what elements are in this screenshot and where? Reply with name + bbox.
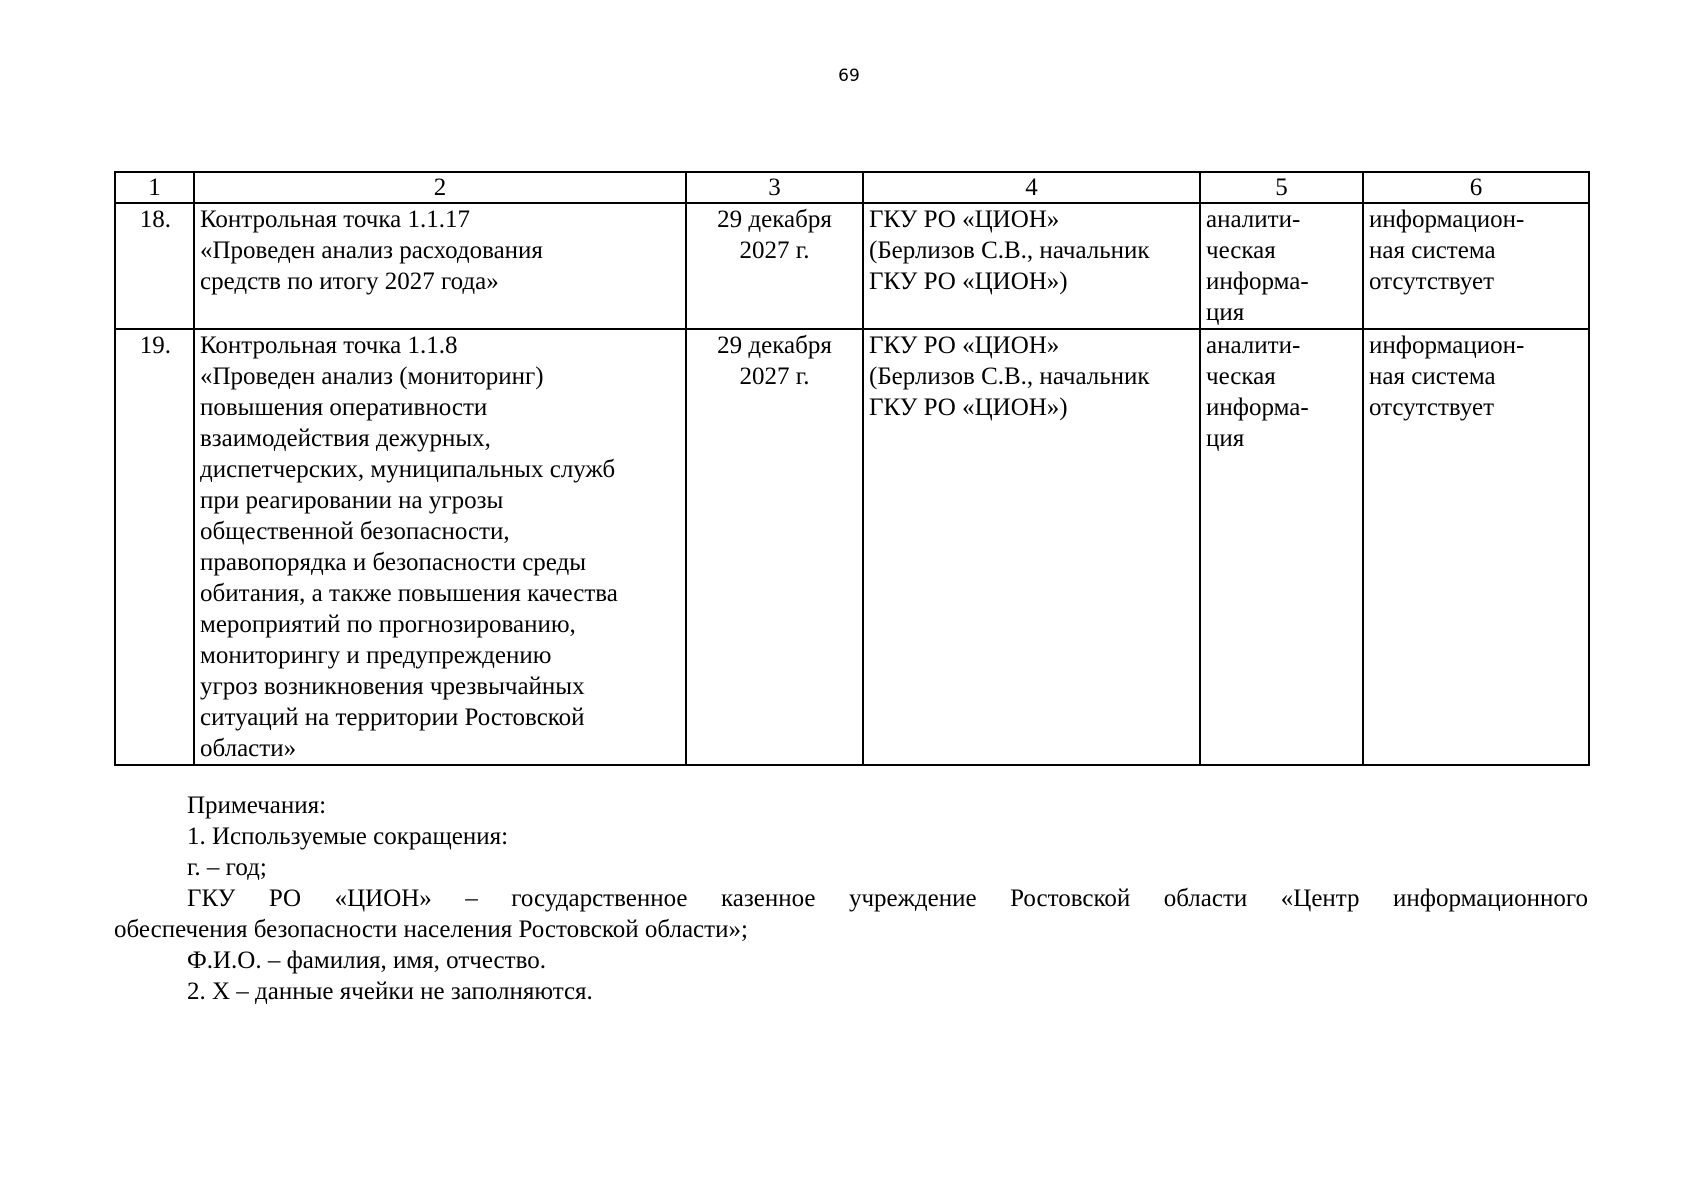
abbreviation-fio: Ф.И.О. – фамилия, имя, отчество. (187, 947, 546, 974)
responsible-line: ГКУ РО «ЦИОН» (869, 206, 1060, 233)
deadline-date (686, 329, 863, 765)
control-point-description (194, 203, 686, 329)
control-points-table (114, 171, 1590, 766)
date-line: 2027 г. (739, 363, 810, 390)
doc-type-line: информа- (1206, 268, 1309, 295)
document-type (1200, 203, 1363, 329)
column-header-3: 3 (686, 172, 863, 203)
column-header-2: 2 (194, 172, 686, 203)
table-row (115, 203, 1589, 329)
notes-item-1: 1. Используемые сокращения: (187, 823, 509, 850)
information-system (1363, 329, 1589, 765)
control-point-description (194, 329, 686, 765)
description-line: взаимодействия дежурных, (200, 425, 491, 452)
description-line: мероприятий по прогнозированию, (200, 611, 576, 638)
abbreviation-cion-line-2: обеспечения безопасности населения Ростовской области»; (114, 916, 748, 943)
description-line: правопорядка и безопасности среды (200, 549, 587, 576)
description-line: ситуаций на территории Ростовской (200, 704, 585, 731)
description-line: средств по итогу 2027 года» (200, 268, 499, 295)
description-line: Контрольная точка 1.1.8 (200, 332, 458, 359)
responsible-line: (Берлизов С.В., начальник (869, 363, 1150, 390)
page-number: 69 (838, 66, 860, 86)
responsible-party (863, 329, 1200, 765)
description-line: диспетчерских, муниципальных служб (200, 456, 616, 483)
responsible-line: ГКУ РО «ЦИОН») (869, 268, 1068, 295)
information-system (1363, 203, 1589, 329)
doc-type-line: аналити- (1206, 332, 1301, 359)
notes-section (114, 790, 1588, 1007)
date-line: 29 декабря (717, 206, 832, 233)
column-header-5: 5 (1200, 172, 1363, 203)
description-line: общественной безопасности, (200, 518, 510, 545)
responsible-party (863, 203, 1200, 329)
column-header-1: 1 (115, 172, 194, 203)
description-line: «Проведен анализ расходования (200, 237, 543, 264)
description-line: мониторингу и предупреждению (200, 642, 552, 669)
table-header-row (115, 172, 1589, 203)
doc-type-line: аналити- (1206, 206, 1301, 233)
deadline-date (686, 203, 863, 329)
description-line: угроз возникновения чрезвычайных (200, 673, 585, 700)
doc-type-line: ческая (1206, 363, 1276, 390)
doc-type-line: ция (1206, 299, 1245, 326)
description-line: при реагировании на угрозы (200, 487, 504, 514)
responsible-line: ГКУ РО «ЦИОН») (869, 394, 1068, 421)
info-system-line: ная система (1369, 363, 1496, 390)
info-system-line: информацион- (1369, 206, 1525, 233)
date-line: 2027 г. (739, 237, 810, 264)
doc-type-line: ческая (1206, 237, 1276, 264)
doc-type-line: ция (1206, 425, 1245, 452)
info-system-line: информацион- (1369, 332, 1525, 359)
abbreviation-cion-line-1: ГКУ РО «ЦИОН» – государственное казенное учреждение Ростовской области «Центр информационного (187, 885, 1588, 912)
row-number: 19. (115, 329, 194, 765)
abbreviation-year: г. – год; (187, 854, 267, 881)
notes-title: Примечания: (187, 792, 327, 819)
description-line: области» (200, 735, 297, 762)
info-system-line: отсутствует (1369, 268, 1495, 295)
doc-type-line: информа- (1206, 394, 1309, 421)
notes-item-2: 2. X – данные ячейки не заполняются. (187, 978, 593, 1005)
description-line: «Проведен анализ (мониторинг) (200, 363, 544, 390)
description-line: повышения оперативности (200, 394, 488, 421)
row-number: 18. (115, 203, 194, 329)
column-header-6: 6 (1363, 172, 1589, 203)
info-system-line: отсутствует (1369, 394, 1495, 421)
document-type (1200, 329, 1363, 765)
responsible-line: ГКУ РО «ЦИОН» (869, 332, 1060, 359)
description-line: обитания, а также повышения качества (200, 580, 618, 607)
description-line: Контрольная точка 1.1.17 (200, 206, 470, 233)
column-header-4: 4 (863, 172, 1200, 203)
date-line: 29 декабря (717, 332, 832, 359)
table-row (115, 329, 1589, 765)
info-system-line: ная система (1369, 237, 1496, 264)
responsible-line: (Берлизов С.В., начальник (869, 237, 1150, 264)
